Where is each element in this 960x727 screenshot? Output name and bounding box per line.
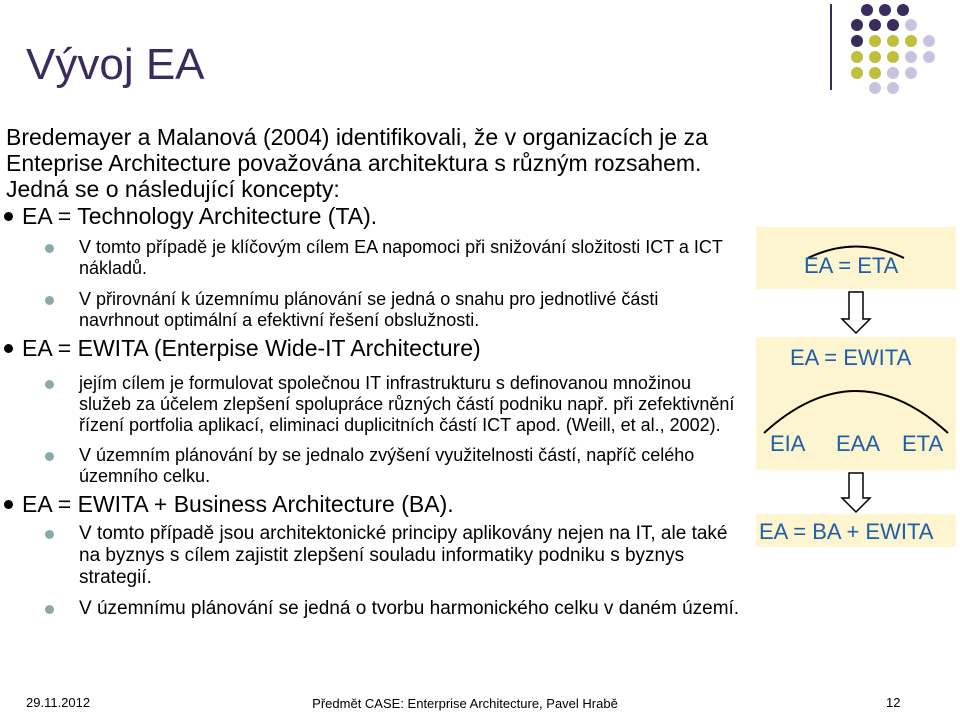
point-1-sub-2-text: V přirovnání k územnímu plánování se jedná o snahu pro jednotlivé části navrhnout optimální a efektivní řešení obslužnosti. (79, 289, 659, 330)
footer-date: 29.11.2012 (26, 695, 91, 710)
footer-course: Předmět CASE: Enterprise Architecture, Pavel Hrabě (312, 696, 618, 711)
point-3-sub-1 (0, 523, 740, 589)
bullet-icon (4, 500, 13, 509)
slide-body (0, 124, 740, 620)
footer-page-number: 12 (886, 695, 901, 710)
dot (887, 35, 899, 47)
label-eta: ETA (902, 431, 944, 456)
dot (905, 35, 917, 47)
down-arrow-icon (842, 292, 870, 333)
point-2 (0, 335, 740, 361)
point-1-sub-1-text: V tomto případě je klíčovým cílem EA napomoci při snižování složitosti ICT a ICT nákladů. (79, 237, 723, 278)
point-1 (0, 203, 740, 229)
point-2-sub-2 (0, 445, 740, 487)
dot (923, 35, 935, 47)
ea-concept-diagram (756, 227, 956, 547)
point-2-sub-1-text: jejím cílem je formulovat společnou IT infrastrukturu s definovanou množinou služeb za účelem zlepšení spolupráce různých částí podniku např. při zefektivnění řízení portfolia aplikací, eliminaci duplicitních částí ICT apod. (Weill, et al., 2002). (79, 373, 735, 435)
down-arrow-icon (842, 473, 870, 512)
sub-bullet-icon (45, 296, 54, 305)
slide-title: Vývoj EA (26, 40, 205, 89)
point-3-sub-1-text: V tomto případě jsou architektonické principy aplikovány nejen na IT, ale také na byznys s cílem zajistit zlepšení souladu informatiky podniku s byznys strategií. (79, 523, 728, 588)
dot (869, 82, 881, 94)
point-2-sub-1 (0, 373, 740, 436)
sub-bullet-icon (45, 452, 54, 461)
point-1-sub-1 (0, 237, 740, 279)
bullet-icon (4, 344, 13, 353)
dot (887, 51, 899, 63)
label-eia: EIA (770, 431, 806, 456)
dot (887, 82, 899, 94)
point-2-text: EA = EWITA (Enterpise Wide-IT Architecture) (22, 335, 481, 361)
dot (887, 67, 899, 79)
bullet-icon (4, 212, 13, 221)
dot (923, 51, 935, 63)
sub-bullet-icon (45, 380, 54, 389)
dot (851, 51, 863, 63)
dot (869, 51, 881, 63)
dot (851, 67, 863, 79)
dot (851, 35, 863, 47)
label-ea-ewita: EA = EWITA (790, 345, 912, 370)
dot (905, 19, 917, 31)
dot (897, 4, 909, 16)
dot (869, 19, 881, 31)
sub-bullet-icon (45, 530, 54, 539)
dot (861, 4, 873, 16)
point-1-text: EA = Technology Architecture (TA). (22, 203, 378, 229)
point-3-sub-2-text: V územnímu plánování se jedná o tvorbu harmonického celku v daném území. (79, 598, 740, 619)
dot (905, 51, 917, 63)
point-1-sub-2 (0, 289, 740, 331)
sub-bullet-icon (45, 605, 54, 614)
label-ea-eta: EA = ETA (804, 253, 899, 278)
decorative-dot-grid (851, 4, 951, 94)
dot (879, 4, 891, 16)
dot (887, 19, 899, 31)
dot (905, 67, 917, 79)
arc-big (764, 391, 948, 433)
dot (869, 67, 881, 79)
point-2-sub-2-text: V územním plánování by se jednalo zvýšení využitelnosti částí, napříč celého územního celku. (79, 445, 695, 486)
label-ea-ba-ewita: EA = BA + EWITA (759, 519, 934, 544)
label-eaa: EAA (836, 431, 881, 456)
point-3-text: EA = EWITA + Business Architecture (BA). (22, 491, 454, 517)
point-3-sub-2 (0, 598, 740, 620)
dot (869, 35, 881, 47)
title-divider-line (830, 4, 832, 90)
point-3 (0, 491, 740, 517)
dot (851, 19, 863, 31)
sub-bullet-icon (45, 244, 54, 253)
intro-paragraph: Bredemayer a Malanová (2004) identifikovali, že v organizacích je za Enteprise Architecture považována architektura s různým rozsahem. Jedná se o následující koncepty: (6, 124, 708, 202)
